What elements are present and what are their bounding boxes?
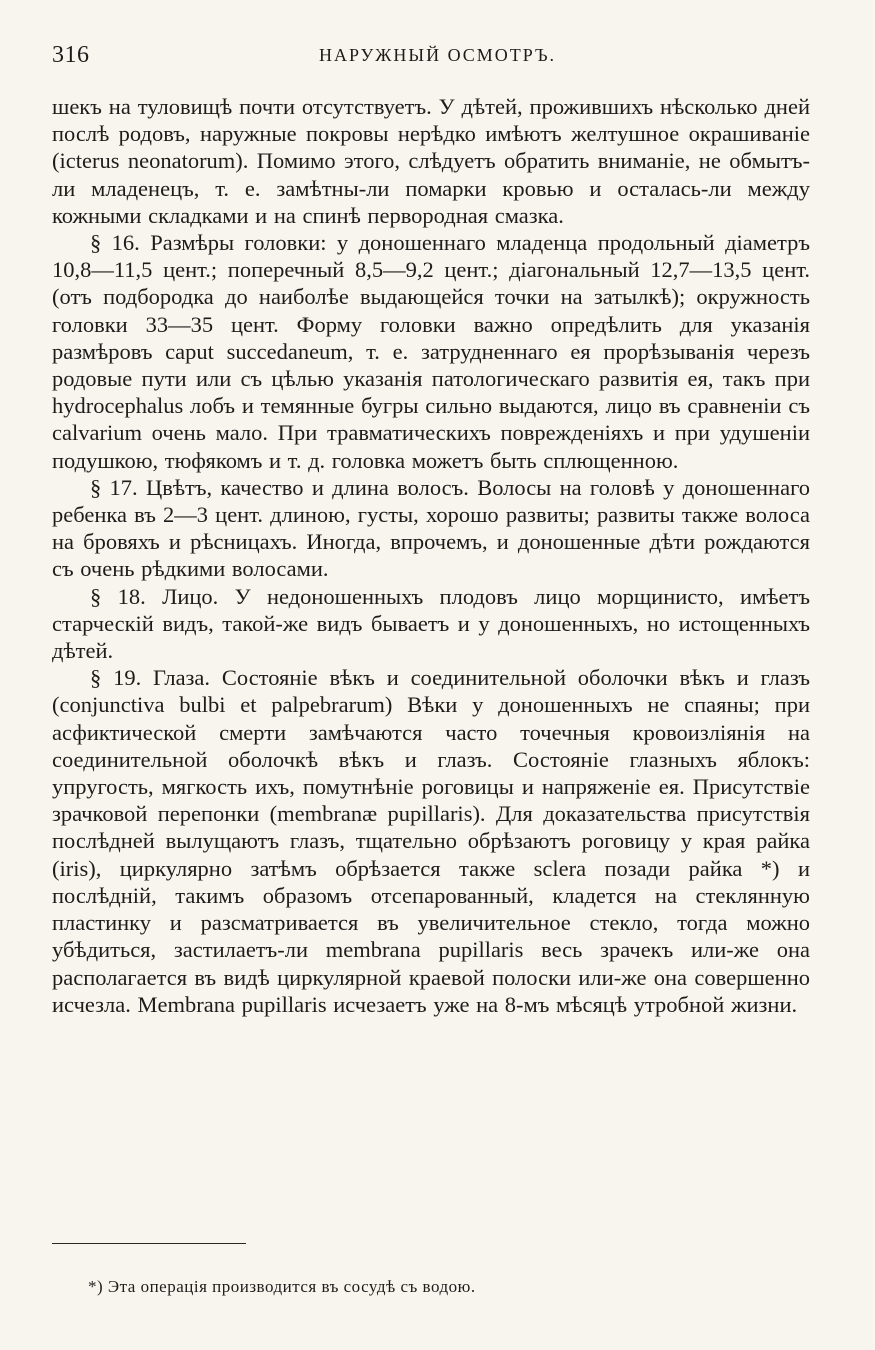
paragraph-section-19: § 19. Глаза. Состоянiе вѣкъ и соединительной оболочки вѣкъ и глазъ (conjunctiva bulbi et palpebrarum) Вѣки у доношенныхъ не спаяны; при асфиктической смерти замѣчаются часто точечныя кровоизлiянiя на соединительной оболочкѣ вѣкъ и глазъ. Состоянiе глазныхъ яблокъ: упругость, мягкость ихъ, помутнѣнiе роговицы и напряженiе ея. Присутствiе зрачковой перепонки (membranæ pupillaris). Для доказательства присутствiя послѣдней вылущаютъ глазъ, тщательно обрѣзаютъ роговицу у края райка (iris), циркулярно затѣмъ обрѣзается также sclera позади райка *) и послѣднiй, такимъ образомъ отсепарованный, кладется на стеклянную пластинку и разсматривается въ увеличительное стекло, тогда можно убѣдиться, застилаетъ-ли membrana pupillaris весь зрачекъ или-же она располагается въ видѣ циркулярной краевой полоски или-же она совершенно исчезла. Membrana pupillaris исчезаетъ уже на 8-мъ мѣсяцѣ утробной жизни. [52, 665, 810, 1017]
running-title: НАРУЖНЫЙ ОСМОТРЪ. [318, 45, 557, 65]
footnote-divider [52, 1243, 246, 1244]
body-text [52, 93, 810, 1018]
paragraph-section-18: § 18. Лицо. У недоношенныхъ плодовъ лицо морщинисто, имѣетъ старческiй видъ, такой-же видъ бываетъ и у доношенныхъ, но истощенныхъ дѣтей. [52, 583, 810, 664]
paragraph-section-16: § 16. Размѣры головки: у доношеннаго младенца продольный дiаметръ 10,8—11,5 цент.; поперечный 8,5—9,2 цент.; дiагональный 12,7—13,5 цент. (отъ подбородка до наиболѣе выдающейся точки на затылкѣ); окружность головки 33—35 цент. Форму головки важно опредѣлить для указанiя размѣровъ caput succedaneum, т. е. затрудненнаго ея прорѣзыванiя черезъ родовые пути или съ цѣлью указанiя патологическаго развитiя ея, такъ при hydrocephalus лобъ и темянные бугры сильно выдаются, лицо въ сравненiи съ calvarium очень мало. При травматическихъ поврежденiяхъ и при удушенiи подушкою, тюфякомъ и т. д. головка можетъ быть сплющенною. [52, 230, 810, 473]
paragraph-section-17: § 17. Цвѣтъ, качество и длина волосъ. Волосы на головѣ у доношеннаго ребенка въ 2—3 цент. длиною, густы, хорошо развиты; развиты также волоса на бровяхъ и рѣсницахъ. Иногда, впрочемъ, и доношенные дѣти рождаются съ очень рѣдкими волосами. [52, 474, 810, 582]
footnote: *) Эта операцiя производится въ сосудѣ съ водою. [88, 1277, 476, 1296]
paragraph-continuation: шекъ на туловищѣ почти отсутствуетъ. У дѣтей, прожившихъ нѣсколько дней послѣ родовъ, наружные покровы нерѣдко имѣютъ желтушное окрашиванiе (icterus neonatorum). Помимо этого, слѣдуетъ обратить вниманiе, не обмытъ-ли младенецъ, т. е. замѣтны-ли помарки кровью и осталась-ли между кожными складками и на спинѣ первородная смазка. [52, 94, 810, 228]
page-number: 316 [52, 42, 90, 68]
